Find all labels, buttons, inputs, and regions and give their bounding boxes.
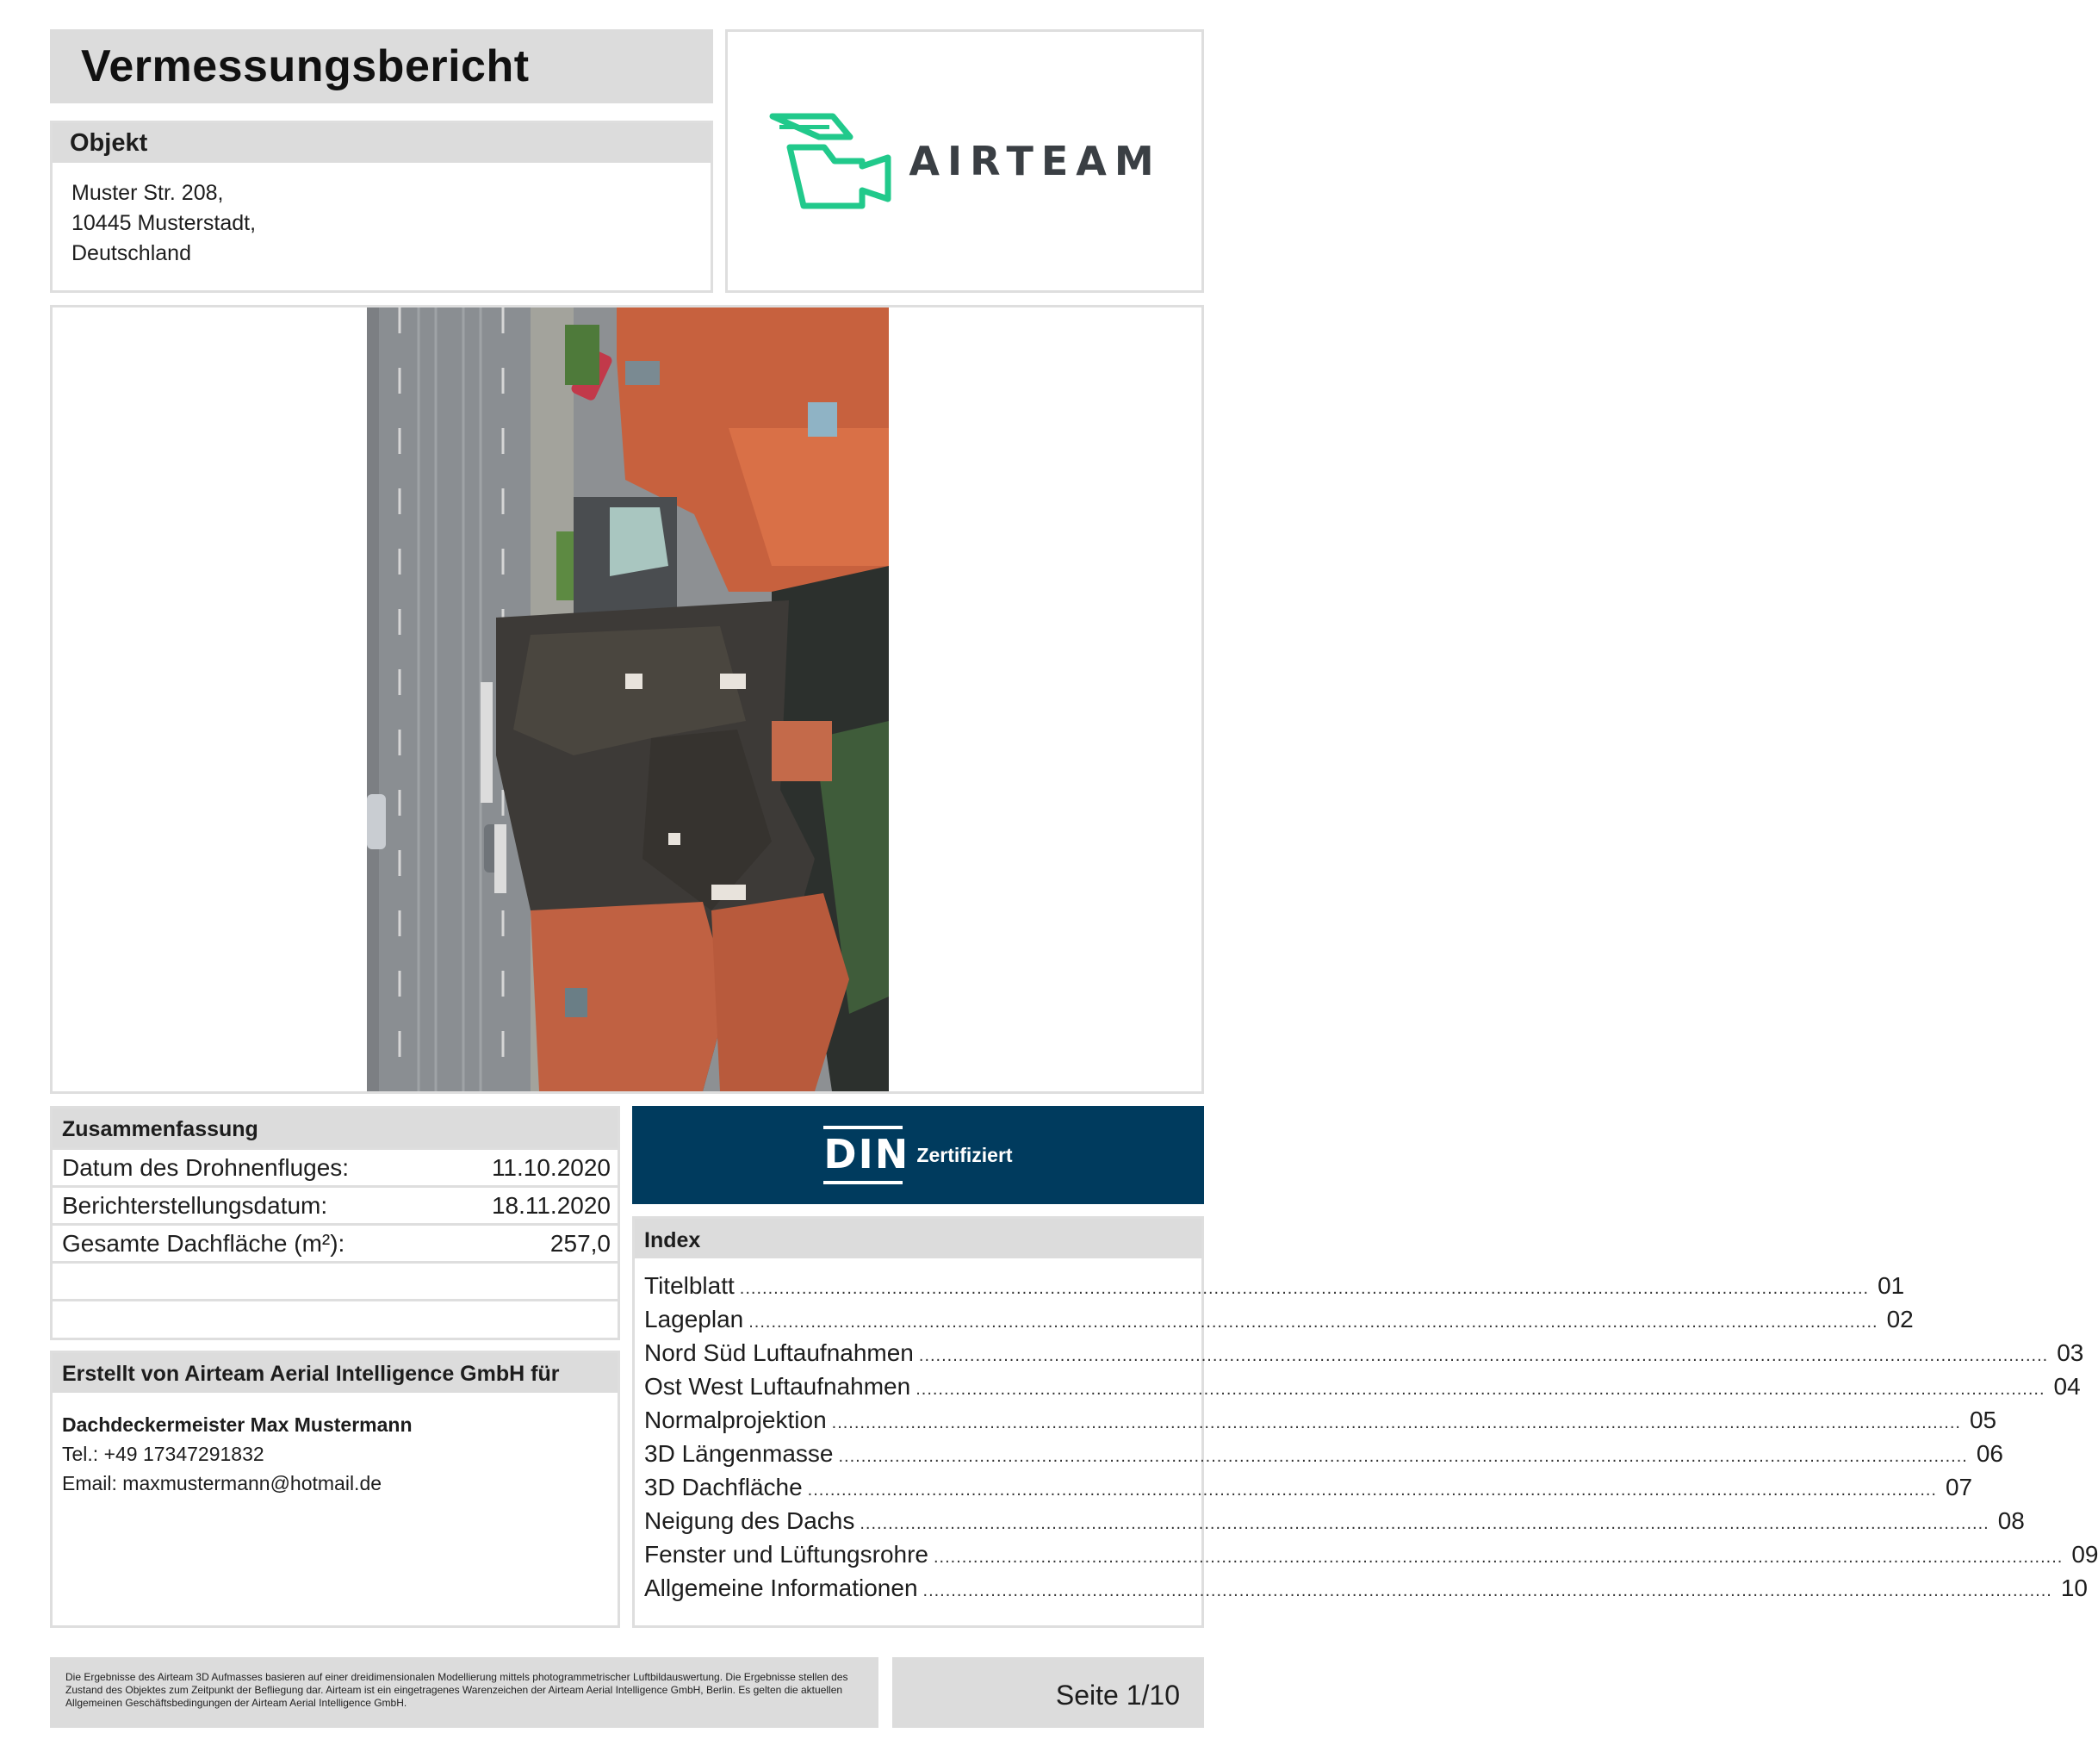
summary-row-report-date — [53, 1185, 618, 1223]
index-item-label: Neigung des Dachs — [644, 1507, 855, 1534]
creator-name: Dachdeckermeister Max Mustermann — [62, 1413, 413, 1436]
index-leader-dots: ........................................................................................................................................................................................................ — [748, 1313, 1878, 1332]
index-item-label: Nord Süd Luftaufnahmen — [644, 1339, 914, 1366]
summary-label: Datum des Drohnenfluges: — [62, 1153, 350, 1181]
index-leader-dots: ........................................................................................................................................................................................................ — [922, 1581, 2052, 1600]
index-item — [644, 1474, 1973, 1507]
summary-row-empty — [53, 1299, 618, 1337]
din-certification-banner — [632, 1106, 1204, 1204]
index-item-page: 01 — [1878, 1272, 1905, 1299]
index-item-page: 07 — [1945, 1474, 1973, 1500]
index-item — [644, 1339, 2084, 1373]
index-item-page: 08 — [1997, 1507, 2025, 1534]
creator-heading: Erstellt von Airteam Aerial Intelligence GmbH für — [53, 1353, 618, 1393]
index-item-page: 09 — [2071, 1541, 2098, 1568]
brand-name: AIRTEAM — [909, 138, 1162, 184]
index-panel — [632, 1216, 2098, 1628]
index-item-label: 3D Dachfläche — [644, 1474, 803, 1500]
object-panel — [50, 121, 713, 293]
index-item — [644, 1407, 1997, 1440]
index-item-label: Ost West Luftaufnahmen — [644, 1373, 911, 1400]
din-label: Zertifiziert — [916, 1143, 1013, 1166]
summary-row-flight-date — [53, 1147, 618, 1185]
aerial-photo-frame — [50, 305, 1204, 1094]
creator-panel — [50, 1351, 620, 1628]
index-item — [644, 1541, 2098, 1575]
index-item — [644, 1373, 2081, 1407]
index-leader-dots: ........................................................................................................................................................................................................ — [918, 1346, 2049, 1365]
din-logo: DIN — [823, 1126, 903, 1184]
index-item-page: 03 — [2057, 1339, 2084, 1366]
index-leader-dots: ........................................................................................................................................................................................................ — [739, 1279, 1870, 1298]
index-item-page: 10 — [2060, 1575, 2088, 1601]
summary-panel — [50, 1106, 620, 1340]
aerial-roof-photo — [367, 307, 889, 1091]
object-address — [53, 163, 711, 269]
index-leader-dots: ........................................................................................................................................................................................................ — [916, 1380, 2045, 1399]
summary-label: Berichterstellungsdatum: — [62, 1191, 328, 1219]
object-heading: Objekt — [53, 123, 711, 163]
index-item-label: Titelblatt — [644, 1272, 735, 1299]
logo-panel — [725, 29, 1204, 293]
index-heading: Index — [635, 1219, 1201, 1258]
index-leader-dots: ........................................................................................................................................................................................................ — [838, 1447, 1968, 1466]
address-line-street: Muster Str. 208, — [71, 181, 224, 205]
report-title-bar — [50, 29, 713, 103]
summary-row-roof-area — [53, 1223, 618, 1261]
index-list — [635, 1258, 2098, 1608]
index-item-label: 3D Längenmasse — [644, 1440, 834, 1467]
index-item-page: 06 — [1976, 1440, 2003, 1467]
summary-value: 11.10.2020 — [491, 1153, 611, 1181]
index-leader-dots: ........................................................................................................................................................................................................ — [807, 1481, 1937, 1500]
index-item-label: Allgemeine Informationen — [644, 1575, 918, 1601]
index-item — [644, 1272, 1905, 1306]
index-item-label: Fenster und Lüftungsrohre — [644, 1541, 928, 1568]
page-number: Seite 1/10 — [892, 1657, 1204, 1728]
creator-phone: Tel.: +49 17347291832 — [62, 1443, 264, 1465]
summary-label: Gesamte Dachfläche (m²): — [62, 1229, 345, 1257]
index-leader-dots: ........................................................................................................................................................................................................ — [831, 1413, 1961, 1432]
creator-email: Email: maxmustermann@hotmail.de — [62, 1472, 382, 1494]
index-item — [644, 1306, 1914, 1339]
index-item — [644, 1575, 2088, 1608]
summary-row-empty — [53, 1261, 618, 1299]
index-item — [644, 1440, 2003, 1474]
address-line-country: Deutschland — [71, 241, 191, 265]
index-item-page: 04 — [2053, 1373, 2081, 1400]
address-line-city: 10445 Musterstadt, — [71, 211, 257, 235]
report-title: Vermessungsbericht — [81, 41, 530, 91]
footer-disclaimer: Die Ergebnisse des Airteam 3D Aufmasses basieren auf einer dreidimensionalen Modellierung mittels photogrammetrischer Luftbildauswertung. Die Ergebnisse stellen des Zustand des Objektes zum Zeitpunkt der Befliegung dar. Airteam ist ein eingetragenes Warenzeichen der Airteam Aerial Intelligence GmbH, Berlin. Es gelten die aktuellen Allgemeinen Geschäftsbedingungen der Airteam Aerial Intelligence GmbH. — [50, 1657, 878, 1728]
index-item-page: 02 — [1886, 1306, 1914, 1332]
index-item-page: 05 — [1969, 1407, 1997, 1433]
index-item — [644, 1507, 2025, 1541]
airteam-logo-icon — [767, 113, 897, 209]
summary-value: 18.11.2020 — [491, 1191, 611, 1219]
summary-value: 257,0 — [549, 1229, 611, 1257]
creator-contact — [53, 1393, 618, 1498]
index-leader-dots: ........................................................................................................................................................................................................ — [860, 1514, 1989, 1533]
index-leader-dots: ........................................................................................................................................................................................................ — [933, 1548, 2064, 1567]
summary-heading: Zusammenfassung — [53, 1109, 618, 1147]
index-item-label: Normalprojektion — [644, 1407, 827, 1433]
index-item-label: Lageplan — [644, 1306, 744, 1332]
